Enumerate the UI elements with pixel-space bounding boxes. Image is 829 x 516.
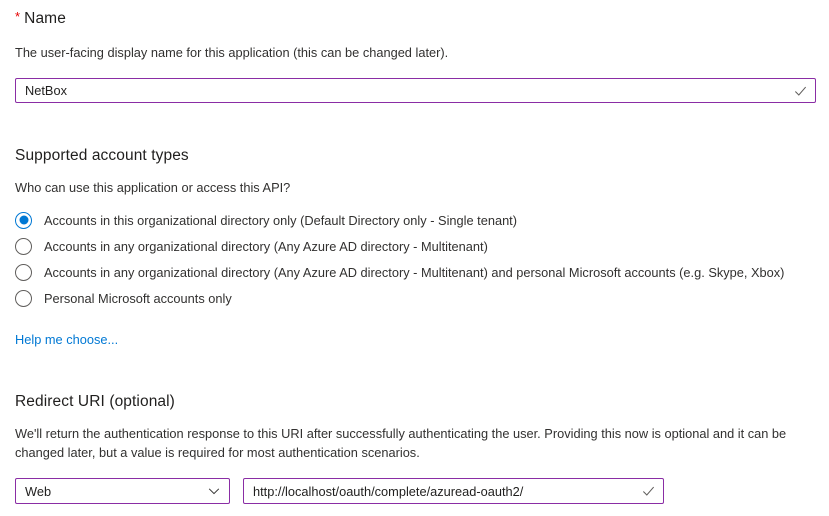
name-section-title — [15, 9, 815, 28]
redirect-uri-input-wrap — [243, 478, 664, 504]
radio-option-label: Accounts in this organizational directory only (Default Directory only - Single tenant) — [44, 212, 517, 228]
radio-icon[interactable] — [15, 212, 32, 229]
account-types-question: Who can use this application or access this API? — [15, 180, 291, 195]
radio-option-multitenant[interactable] — [15, 233, 815, 259]
radio-icon[interactable] — [15, 290, 32, 307]
radio-option-label: Accounts in any organizational directory (Any Azure AD directory - Multitenant) and personal Microsoft accounts (e.g. Skype, Xbox) — [44, 264, 785, 280]
redirect-uri-section — [15, 393, 815, 504]
account-types-title: Supported account types — [15, 147, 189, 164]
radio-option-single-tenant[interactable] — [15, 207, 815, 233]
radio-option-label: Personal Microsoft accounts only — [44, 290, 232, 306]
name-section-title-text: Name — [24, 10, 66, 27]
radio-icon[interactable] — [15, 238, 32, 255]
platform-select[interactable] — [15, 478, 230, 504]
required-asterisk: * — [15, 9, 21, 24]
redirect-uri-row — [15, 478, 815, 504]
name-input[interactable] — [15, 78, 816, 103]
account-types-section — [15, 147, 815, 349]
radio-option-multitenant-personal[interactable] — [15, 259, 815, 285]
name-input-wrap — [15, 78, 816, 103]
account-types-radio-group — [15, 207, 815, 311]
platform-select-value: Web — [25, 483, 52, 499]
redirect-uri-input[interactable] — [243, 478, 664, 504]
help-me-choose-link[interactable]: Help me choose... — [15, 332, 119, 347]
radio-option-personal-only[interactable] — [15, 285, 815, 311]
redirect-uri-title: Redirect URI (optional) — [15, 393, 175, 410]
name-description: The user-facing display name for this application (this can be changed later). — [15, 45, 449, 60]
radio-option-label: Accounts in any organizational directory (Any Azure AD directory - Multitenant) — [44, 238, 488, 254]
name-section — [15, 9, 815, 103]
radio-icon[interactable] — [15, 264, 32, 281]
redirect-uri-description: We'll return the authentication response to this URI after successfully authenticating the user. Providing this now is optional and it can be changed later, but a value is required for most authentication scenarios. — [15, 426, 787, 460]
chevron-down-icon — [207, 484, 221, 498]
